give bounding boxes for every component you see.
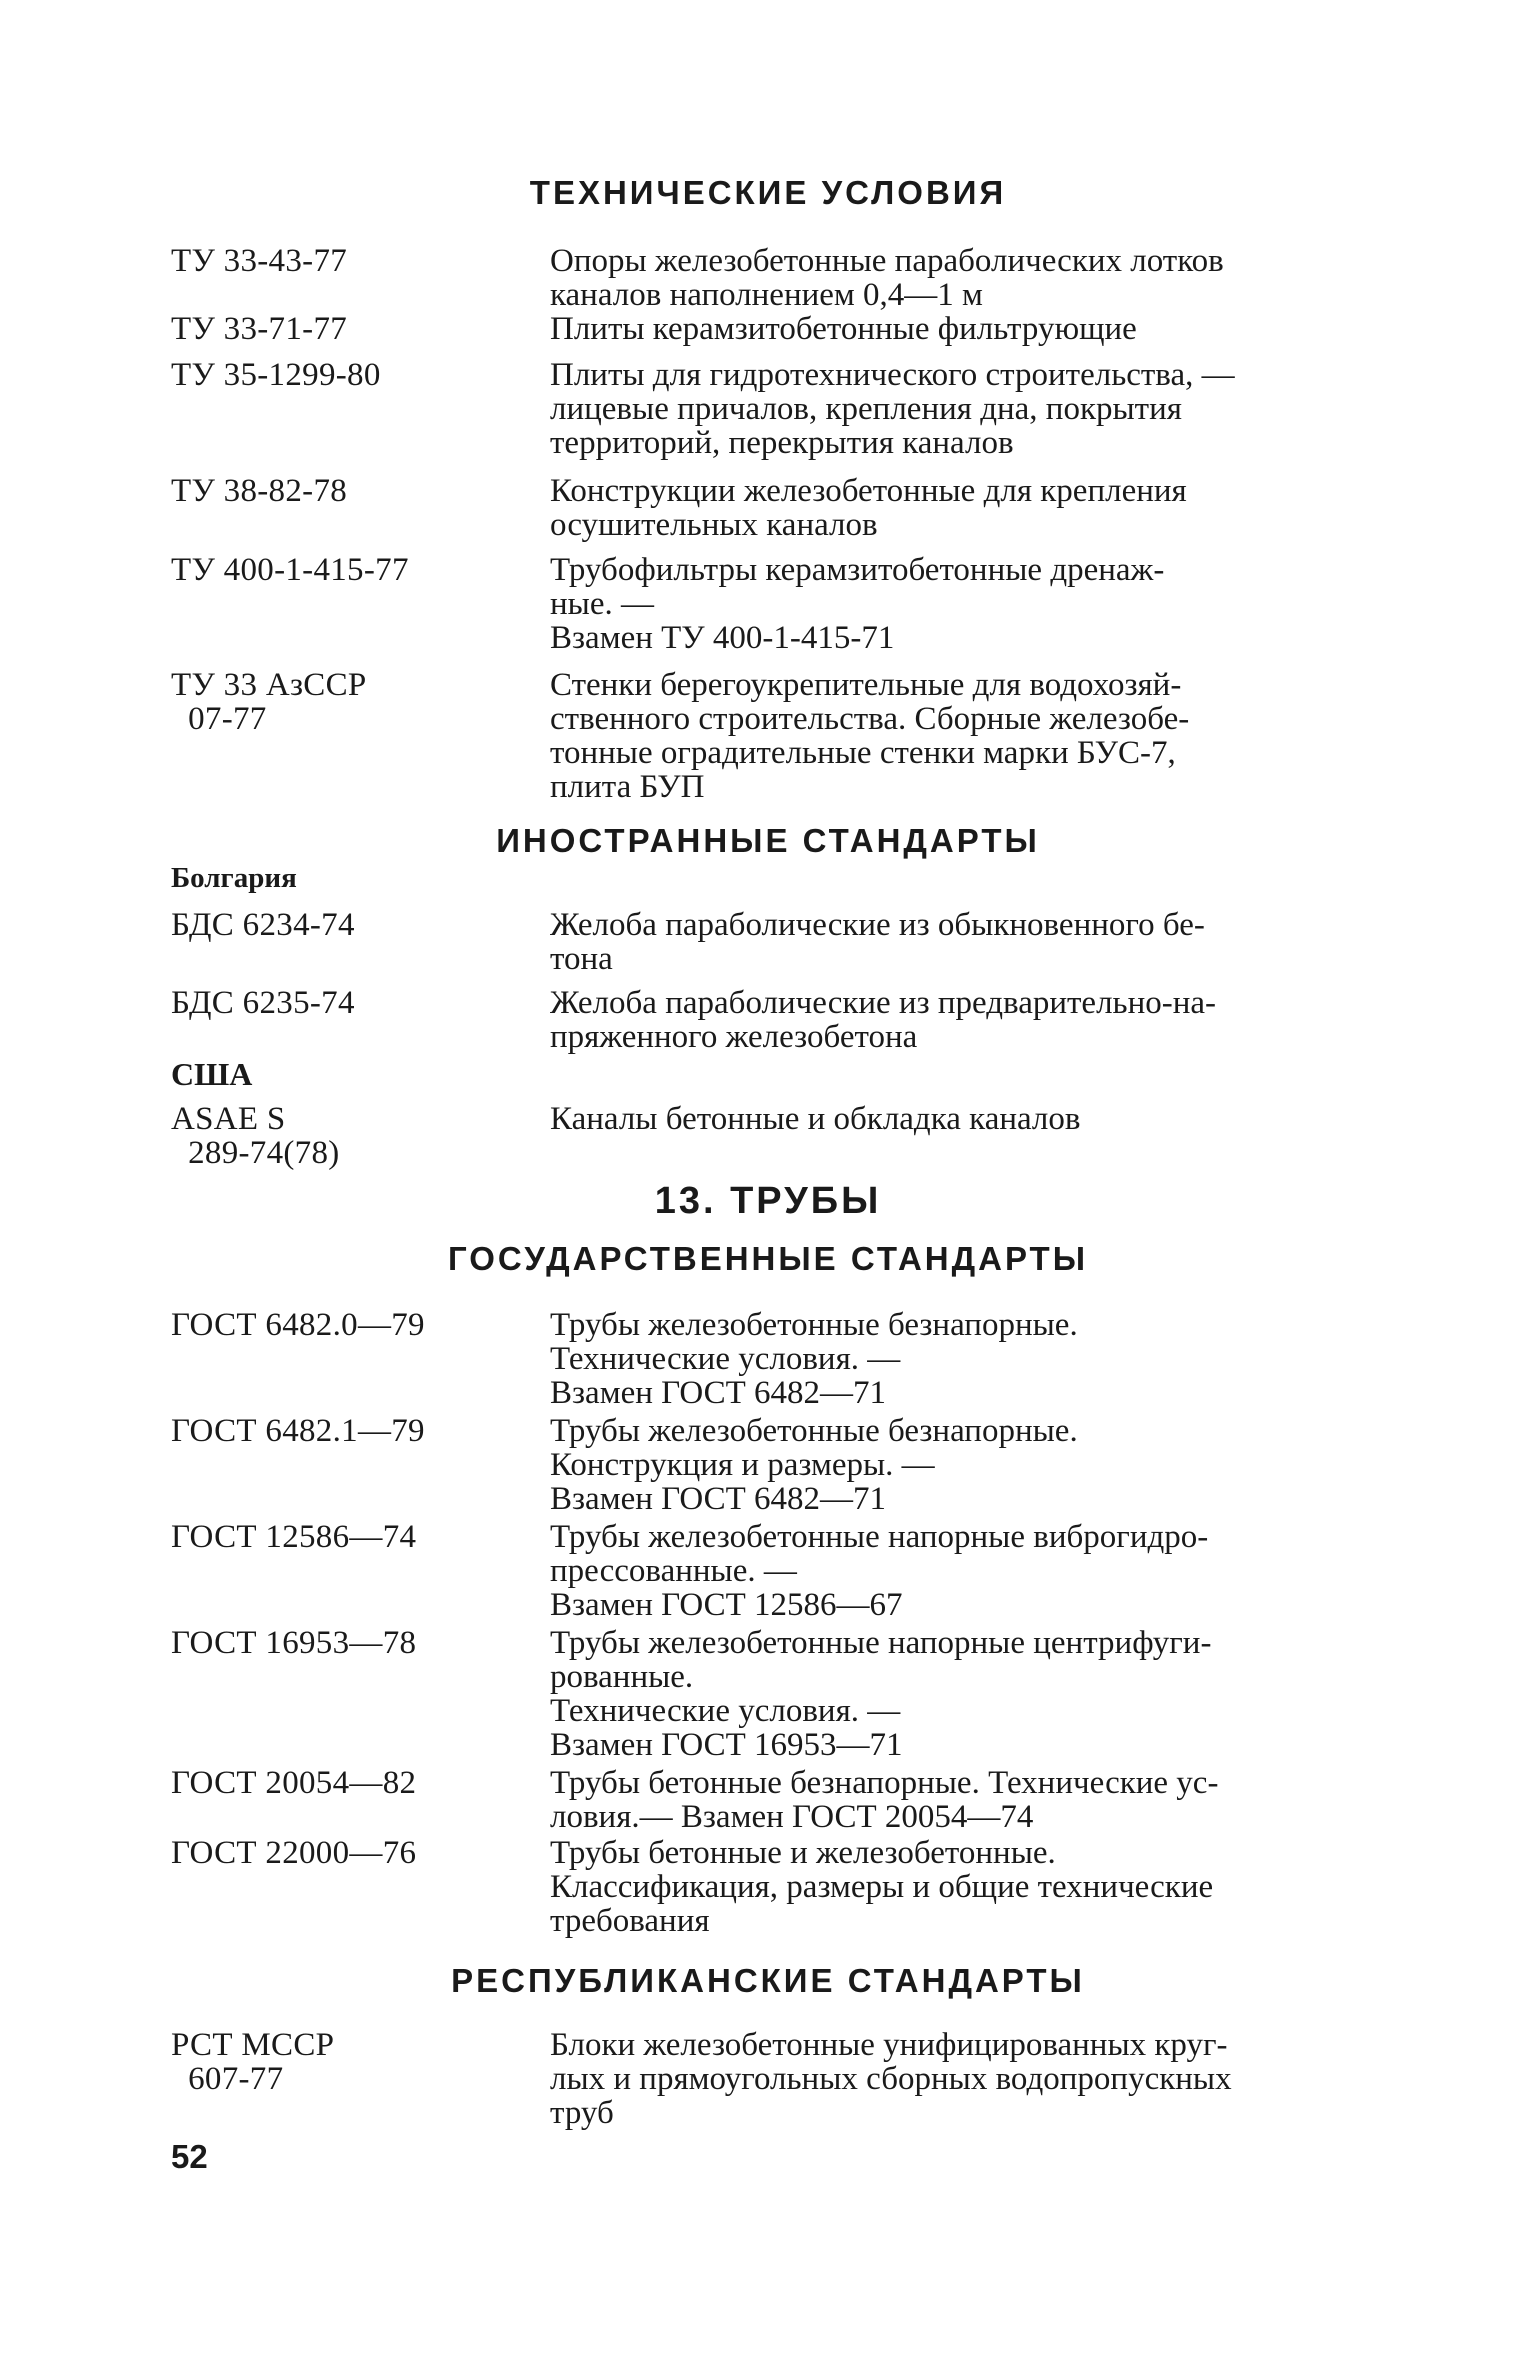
standard-description: Опоры железобетонные параболических лотков каналов наполнением 0,4—1 м: [550, 243, 1224, 313]
standard-description: Каналы бетонные и обкладка каналов: [550, 1101, 1081, 1137]
standard-code: ТУ 33 АзССР 07-77: [171, 667, 367, 737]
standard-description: Трубы железобетонные безнапорные. Технические условия. — Взамен ГОСТ 6482—71: [550, 1307, 1078, 1411]
standard-description: Конструкции железобетонные для крепления осушительных каналов: [550, 473, 1187, 543]
state-standards-heading: ГОСУДАРСТВЕННЫЕ СТАНДАРТЫ: [447, 1240, 1088, 1277]
standard-code: ТУ 400-1-415-77: [171, 552, 409, 588]
standard-description: Стенки берегоукрепительные для водохозяй- ственного строительства. Сборные железобе- тонные оградительные стенки марки БУС-7, плита БУП: [550, 667, 1190, 805]
standard-description: Трубы бетонные и железобетонные. Классификация, размеры и общие технические требования: [550, 1835, 1214, 1939]
foreign-standards-heading: ИНОСТРАННЫЕ СТАНДАРТЫ: [496, 822, 1040, 859]
standard-code: ГОСТ 20054—82: [171, 1765, 417, 1801]
standard-description: Плиты керамзитобетонные фильтрующие: [550, 311, 1137, 347]
standard-code: БДС 6234-74: [171, 907, 355, 943]
standard-description: Блоки железобетонные унифицированных круг- лых и прямоугольных сборных водопропускных труб: [550, 2027, 1232, 2131]
standard-code: РСТ МССР 607-77: [171, 2027, 335, 2097]
standard-description: Трубы железобетонные напорные центрифуги- рованные. Технические условия. — Взамен ГОСТ 16953—71: [550, 1625, 1212, 1763]
standard-code: ASAE S 289-74(78): [171, 1101, 340, 1171]
standard-code: ГОСТ 16953—78: [171, 1625, 417, 1661]
standard-code: ТУ 35-1299-80: [171, 357, 381, 393]
standard-code: ТУ 33-71-77: [171, 311, 348, 347]
standard-code: ТУ 33-43-77: [171, 243, 348, 279]
standard-code: ГОСТ 6482.0—79: [171, 1307, 425, 1343]
standard-description: Плиты для гидротехнического строительства, — лицевые причалов, крепления дна, покрытия территорий, перекрытия каналов: [550, 357, 1235, 461]
standard-description: Желоба параболические из предварительно-на- пряженного железобетона: [550, 985, 1217, 1055]
standard-code: ГОСТ 12586—74: [171, 1519, 417, 1555]
standard-code: БДС 6235-74: [171, 985, 355, 1021]
standard-code: ГОСТ 22000—76: [171, 1835, 417, 1871]
standard-description: Трубы железобетонные напорные виброгидро- прессованные. — Взамен ГОСТ 12586—67: [550, 1519, 1209, 1623]
standard-description: Желоба параболические из обыкновенного бе- тона: [550, 907, 1205, 977]
standard-description: Трубы бетонные безнапорные. Технические ус- ловия.— Взамен ГОСТ 20054—74: [550, 1765, 1219, 1835]
standard-description: Трубы железобетонные безнапорные. Конструкция и размеры. — Взамен ГОСТ 6482—71: [550, 1413, 1078, 1517]
country-name: Болгария: [171, 862, 297, 894]
section-title: 13. ТРУБЫ: [654, 1180, 882, 1222]
republic-standards-heading: РЕСПУБЛИКАНСКИЕ СТАНДАРТЫ: [451, 1962, 1085, 1999]
standard-description: Трубофильтры керамзитобетонные дренаж- ные. — Взамен ТУ 400-1-415-71: [550, 552, 1165, 656]
page-number: 52: [171, 2138, 208, 2175]
country-name: США: [171, 1056, 253, 1092]
standard-code: ТУ 38-82-78: [171, 473, 348, 509]
tech-conditions-heading: ТЕХНИЧЕСКИЕ УСЛОВИЯ: [529, 174, 1007, 211]
standard-code: ГОСТ 6482.1—79: [171, 1413, 425, 1449]
